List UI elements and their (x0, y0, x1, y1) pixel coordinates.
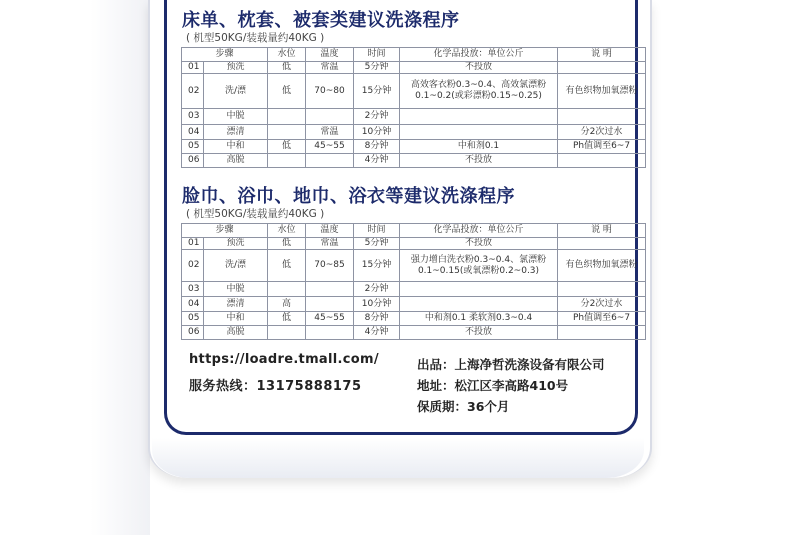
header-temperature: 温度 (306, 48, 354, 62)
water-level (268, 282, 306, 297)
temperature (306, 326, 354, 340)
note (558, 238, 646, 250)
temperature: 45~55 (306, 140, 354, 154)
water-level (268, 125, 306, 140)
step-number: 06 (182, 326, 204, 340)
time: 5分钟 (354, 62, 400, 74)
section1-title: 床单、枕套、被套类建议洗涤程序 (182, 10, 460, 31)
temperature: 70~85 (306, 250, 354, 282)
temperature (306, 154, 354, 168)
step-number: 01 (182, 238, 204, 250)
step-name: 中和 (204, 140, 268, 154)
header-note: 说 明 (558, 48, 646, 62)
table-row (182, 109, 646, 125)
time: 4分钟 (354, 326, 400, 340)
table-row (182, 282, 646, 297)
header-note: 说 明 (558, 224, 646, 238)
water-level (268, 109, 306, 125)
table-row (182, 74, 646, 109)
step-name: 漂清 (204, 125, 268, 140)
step-number: 04 (182, 297, 204, 312)
step-name: 洗/漂 (204, 74, 268, 109)
producer: 出品：上海净哲洗涤设备有限公司 (417, 357, 605, 372)
table-row (182, 62, 646, 74)
temperature (306, 282, 354, 297)
step-number: 05 (182, 312, 204, 326)
note: 分2次过水 (558, 297, 646, 312)
temperature: 45~55 (306, 312, 354, 326)
background-left (0, 0, 150, 535)
table-row (182, 326, 646, 340)
table-row (182, 297, 646, 312)
shelf-life: 保质期：36个月 (417, 399, 510, 414)
water-level: 低 (268, 74, 306, 109)
chemical: 不投放 (400, 154, 558, 168)
header-step: 步骤 (182, 48, 268, 62)
service-hotline: 服务热线：13175888175 (189, 379, 362, 394)
temperature: 常温 (306, 238, 354, 250)
time: 8分钟 (354, 312, 400, 326)
temperature (306, 297, 354, 312)
temperature: 常温 (306, 62, 354, 74)
section2-table (181, 223, 646, 340)
temperature: 常温 (306, 125, 354, 140)
header-time: 时间 (354, 224, 400, 238)
step-number: 06 (182, 154, 204, 168)
header-temperature: 温度 (306, 224, 354, 238)
note (558, 109, 646, 125)
table-header-row (182, 48, 646, 62)
step-name: 中脱 (204, 109, 268, 125)
temperature (306, 109, 354, 125)
step-number: 03 (182, 109, 204, 125)
chemical: 中和剂0.1 (400, 140, 558, 154)
address: 地址：松江区李高路410号 (417, 378, 569, 393)
step-name: 漂清 (204, 297, 268, 312)
time: 2分钟 (354, 282, 400, 297)
store-url[interactable]: https://loadre.tmall.com/ (189, 352, 379, 367)
note (558, 154, 646, 168)
note (558, 326, 646, 340)
temperature: 70~80 (306, 74, 354, 109)
water-level: 低 (268, 238, 306, 250)
chemical (400, 297, 558, 312)
header-chemical: 化学品投放：单位公斤 (400, 48, 558, 62)
water-level (268, 154, 306, 168)
table-header-row (182, 224, 646, 238)
note: Ph值调至6~7 (558, 312, 646, 326)
chemical: 不投放 (400, 238, 558, 250)
water-level: 低 (268, 140, 306, 154)
water-level: 低 (268, 312, 306, 326)
chemical: 不投放 (400, 326, 558, 340)
table-row (182, 250, 646, 282)
step-name: 预洗 (204, 62, 268, 74)
note: Ph值调至6~7 (558, 140, 646, 154)
note: 分2次过水 (558, 125, 646, 140)
time: 10分钟 (354, 297, 400, 312)
note: 有色织物加氧漂粉 (558, 250, 646, 282)
step-name: 中和 (204, 312, 268, 326)
section1-subtitle: ( 机型50KG/装载量约40KG ) (186, 32, 325, 44)
time: 4分钟 (354, 154, 400, 168)
water-level (268, 326, 306, 340)
chemical (400, 109, 558, 125)
chemical: 强力增白洗衣粉0.3~0.4、氯漂粉 0.1~0.15(或氧漂粉0.2~0.3) (400, 250, 558, 282)
time: 2分钟 (354, 109, 400, 125)
table-row (182, 238, 646, 250)
step-number: 02 (182, 74, 204, 109)
header-step: 步骤 (182, 224, 268, 238)
section2-title: 脸巾、浴巾、地巾、浴衣等建议洗涤程序 (182, 186, 515, 207)
header-water-level: 水位 (268, 224, 306, 238)
step-name: 高脱 (204, 326, 268, 340)
water-level: 低 (268, 250, 306, 282)
time: 15分钟 (354, 250, 400, 282)
note (558, 282, 646, 297)
section2-subtitle: ( 机型50KG/装载量约40KG ) (186, 208, 325, 220)
time: 5分钟 (354, 238, 400, 250)
step-number: 02 (182, 250, 204, 282)
chemical: 不投放 (400, 62, 558, 74)
header-chemical: 化学品投放：单位公斤 (400, 224, 558, 238)
section1-table (181, 47, 646, 168)
chemical (400, 125, 558, 140)
water-level: 低 (268, 62, 306, 74)
chemical: 高效客衣粉0.3~0.4、高效氯漂粉 0.1~0.2(或彩漂粉0.15~0.25) (400, 74, 558, 109)
chemical: 中和剂0.1 柔软剂0.3~0.4 (400, 312, 558, 326)
table-row (182, 125, 646, 140)
step-number: 03 (182, 282, 204, 297)
chemical (400, 282, 558, 297)
step-name: 高脱 (204, 154, 268, 168)
bag-bottom (152, 438, 644, 478)
time: 8分钟 (354, 140, 400, 154)
table-row (182, 154, 646, 168)
header-water-level: 水位 (268, 48, 306, 62)
step-number: 04 (182, 125, 204, 140)
water-level: 高 (268, 297, 306, 312)
time: 15分钟 (354, 74, 400, 109)
step-name: 洗/漂 (204, 250, 268, 282)
note: 有色织物加氧漂粉 (558, 74, 646, 109)
step-number: 05 (182, 140, 204, 154)
table-row (182, 140, 646, 154)
note (558, 62, 646, 74)
time: 10分钟 (354, 125, 400, 140)
table-row (182, 312, 646, 326)
step-number: 01 (182, 62, 204, 74)
step-name: 中脱 (204, 282, 268, 297)
header-time: 时间 (354, 48, 400, 62)
step-name: 预洗 (204, 238, 268, 250)
